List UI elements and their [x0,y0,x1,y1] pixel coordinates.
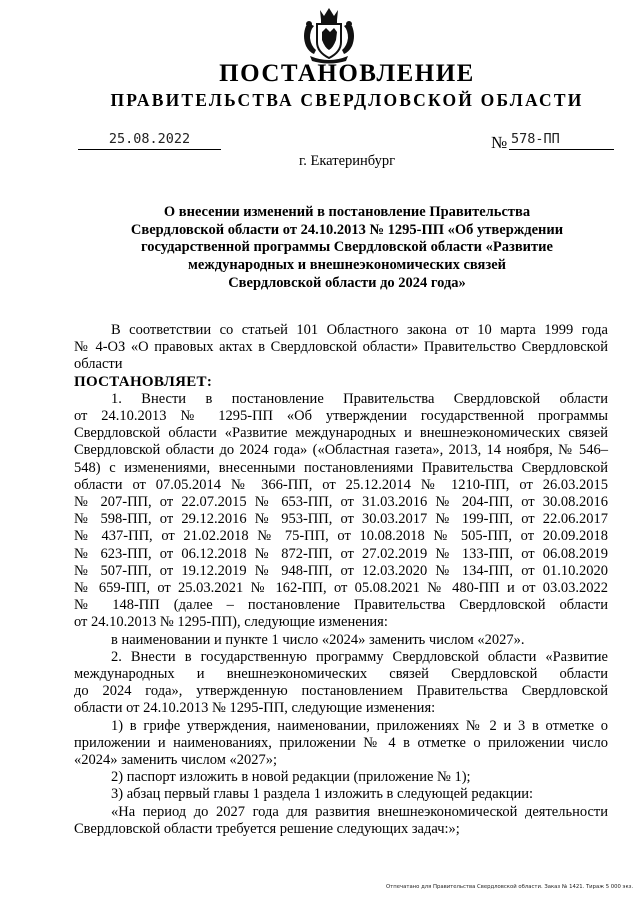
issuing-authority: ПРАВИТЕЛЬСТВА СВЕРДЛОВСКОЙ ОБЛАСТИ [110,90,584,110]
heading-line: О внесении изменений в постановление Правительства [163,204,531,220]
item1-line: № 659-ПП, от 25.03.2021 № 162-ПП, от 05.08.2021 № 480-ПП и от 03.03.2022 [74,580,608,597]
document-type-title: ПОСТАНОВЛЕНИЕ [219,60,475,87]
preamble-line: области [74,356,123,373]
print-imprint: Отпечатано для Правительства Свердловской области. Заказ № 1421. Тираж 5 000 экз. [386,884,634,890]
document-heading [120,204,574,293]
subitem3: 3) абзац первый главы 1 раздела 1 изложить в следующей редакции: [111,786,534,803]
item1-line: Свердловской области «Развитие международных и внешнеэкономических связей [74,425,608,442]
preamble-line: № 4-ОЗ «О правовых актах в Свердловской области» Правительство Свердловской [74,339,608,356]
item1-line: № 207-ПП, от 22.07.2015 № 653-ПП, от 31.03.2016 № 204-ПП, от 30.08.2016 [74,494,608,511]
item2-line: международных и внешнеэкономических связей Свердловской области [74,666,608,683]
item1-line: от 24.10.2013 № 1295-ПП «Об утверждении государственной программы [74,408,608,425]
document-number: 578-ПП [509,131,614,150]
item1-line: 1. Внести в постановление Правительства Свердловской области [111,390,608,407]
quote-line: «На период до 2027 года для развития внешнеэкономической деятельности [111,803,608,820]
preamble-line: В соответствии со статьей 101 Областного закона от 10 марта 1999 года [111,322,608,338]
heading-line: Свердловской области до 2024 года» [228,274,466,291]
item1-line: от 24.10.2013 № 1295-ПП), следующие изменения: [74,614,388,631]
item1-change: в наименовании и пункте 1 число «2024» заменить числом «2027». [111,631,525,648]
item1-line: 548) с изменениями, внесенными постановлениями Правительства Свердловской [74,459,608,476]
heading-line: государственной программы Свердловской области «Развитие [141,239,553,256]
item1-line: № 623-ПП, от 06.12.2018 № 872-ПП, от 27.02.2019 № 133-ПП, от 06.08.2019 [74,545,608,562]
city: г. Екатеринбург [298,153,396,169]
subitem2: 2) паспорт изложить в новой редакции (приложение № 1); [111,769,471,786]
subitem1-line: «2024» заменить числом «2027»; [74,752,278,769]
subitem1-line: приложении и наименованиях, приложении № 4 в отметке о приложении число [74,734,608,751]
number-sign: № [491,133,508,152]
heading-line: Свердловской области от 24.10.2013 № 1295-ПП «Об утверждении [130,221,564,238]
sverdlovsk-coat-of-arms-icon [300,6,358,64]
item1-line: № 437-ПП, от 21.02.2018 № 75-ПП, от 10.08.2018 № 505-ПП, от 20.09.2018 [74,528,608,545]
item1-line: Свердловской области до 2024 года» («Областная газета», 2013, 14 ноября, № 546– [74,442,608,459]
item1-line: № 148-ПП (далее – постановление Правительства Свердловской области [74,597,608,614]
item1-line: области от 07.05.2014 № 366-ПП, от 25.12.2014 № 1210-ПП, от 26.03.2015 [74,476,608,493]
item2-line: 2. Внести в государственную программу Свердловской области «Развитие [111,648,608,665]
document-date: 25.08.2022 [78,131,221,150]
item2-line: до 2024 года», утвержденную постановлением Правительства Свердловской [74,683,608,700]
resolves-heading: ПОСТАНОВЛЯЕТ: [74,373,213,390]
subitem1-line: 1) в грифе утверждения, наименовании, приложениях № 2 и 3 в отметке о [111,717,608,734]
quote-line: Свердловской области требуется решение следующих задач:»; [74,820,460,837]
item1-line: № 598-ПП, от 29.12.2016 № 953-ПП, от 30.03.2017 № 199-ПП, от 22.06.2017 [74,511,608,528]
item1-line: № 507-ПП, от 19.12.2019 № 948-ПП, от 12.03.2020 № 134-ПП, от 01.10.2020 [74,562,608,579]
item2-line: области от 24.10.2013 № 1295-ПП, следующие изменения: [74,700,436,717]
document-body [74,322,608,838]
heading-line: международных и внешнеэкономических связей [187,257,507,274]
